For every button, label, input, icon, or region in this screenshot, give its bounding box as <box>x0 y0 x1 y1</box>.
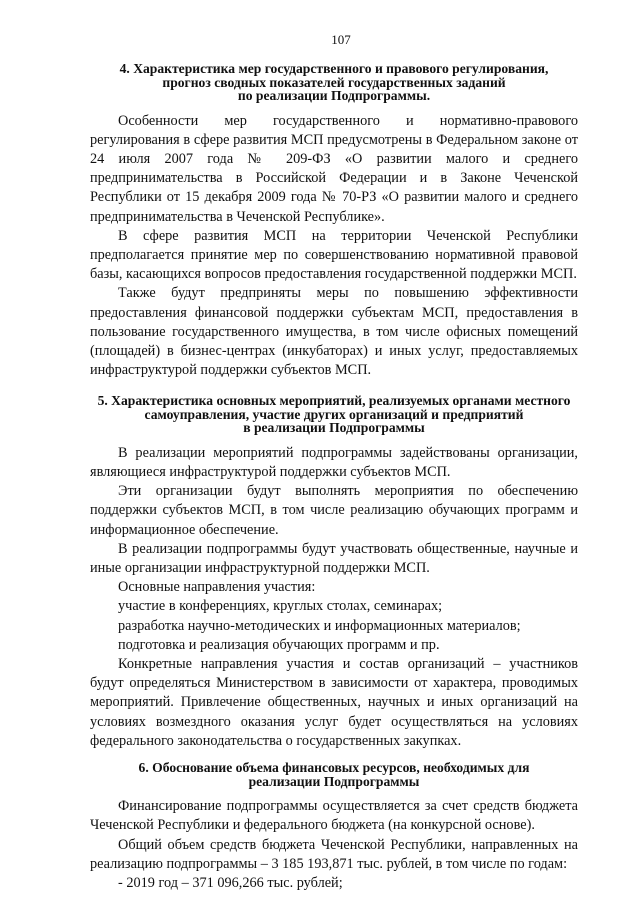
list-item: разработка научно-методических и информационных материалов; <box>118 617 521 634</box>
paragraph: Конкретные направления участия и состав организаций – участников будут определяться Министерством в зависимости от характера, проводимых мероприятий. Привлечение общественных, научных и иных организаций на условиях возмездного оказания услуг будет осуществляться на условиях федерального законодательства о государственных закупках. <box>90 656 578 749</box>
paragraph: Общий объем средств бюджета Чеченской Республики, направленных на реализацию подпрограммы – 3 185 193,871 тыс. рублей, в том числе по годам: <box>90 836 578 872</box>
page-number: 107 <box>331 32 351 47</box>
paragraph: В реализации мероприятий подпрограммы задействованы организации, являющиеся инфраструктурой поддержки субъектов МСП. <box>90 444 578 481</box>
section-title-line: 4. Характеристика мер государственного и правового регулирования, <box>119 61 549 76</box>
paragraph: Особенности мер государственного и нормативно-правового регулирования в сфере развития МСП предусмотрены в Федеральном законе от 24 июля 2007 года № 209-ФЗ «О развитии малого и среднего предпринимательства в Российской Федерации и в Законе Чеченской Республики от 15 декабря 2009 года № 70-РЗ «О развитии малого и среднего предпринимательства в Чеченской Республике». <box>90 112 578 225</box>
paragraph: В реализации подпрограммы будут участвовать общественные, научные и иные организации инфраструктурной поддержки МСП. <box>90 540 578 577</box>
section-title-line: самоуправления, участие других организаций и предприятий <box>144 406 524 422</box>
list-item: подготовка и реализация обучающих программ и пр. <box>118 636 440 653</box>
section-title-line: по реализации Подпрограммы. <box>237 88 431 103</box>
paragraph: Основные направления участия: <box>118 579 316 596</box>
section-5 <box>90 394 578 751</box>
section-title-line: в реализации Подпрограммы <box>243 420 425 436</box>
section-title-line: 6. Обоснование объема финансовых ресурсов, необходимых для <box>138 760 530 776</box>
section-title-line: 5. Характеристика основных мероприятий, реализуемых органами местного <box>97 393 571 409</box>
section-title-line: прогноз сводных показателей государственных заданий <box>162 74 506 90</box>
paragraph: Также будут предприняты меры по повышению эффективности предоставления финансовой поддержки субъектам МСП, предоставления в пользование государственного имущества, в том числе офисных помещений (площадей) в бизнес-центрах (инкубаторах) и иных услуг, предоставляемых инфраструктурой поддержки субъектов МСП. <box>90 285 578 379</box>
section-4 <box>90 62 578 380</box>
section-title <box>90 761 578 788</box>
paragraph: В сфере развития МСП на территории Чеченской Республики предполагается принятие мер по совершенствованию нормативной правовой базы, касающихся вопросов предоставления государственной поддержки МСП. <box>90 227 578 283</box>
paragraph: Эти организации будут выполнять мероприятия по обеспечению поддержки субъектов МСП, в том числе реализацию обучающих программ и информационное обеспечение. <box>90 483 578 538</box>
list-item: - 2019 год – 371 096,266 тыс. рублей; <box>118 874 343 891</box>
list-item: участие в конференциях, круглых столах, семинарах; <box>118 598 443 615</box>
section-title <box>90 62 578 103</box>
section-title-line: реализации Подпрограммы <box>248 773 420 789</box>
section-title <box>90 394 578 435</box>
section-6 <box>90 761 578 893</box>
paragraph: Финансирование подпрограммы осуществляется за счет средств бюджета Чеченской Республики и федерального бюджета (на конкурсной основе). <box>90 798 578 834</box>
